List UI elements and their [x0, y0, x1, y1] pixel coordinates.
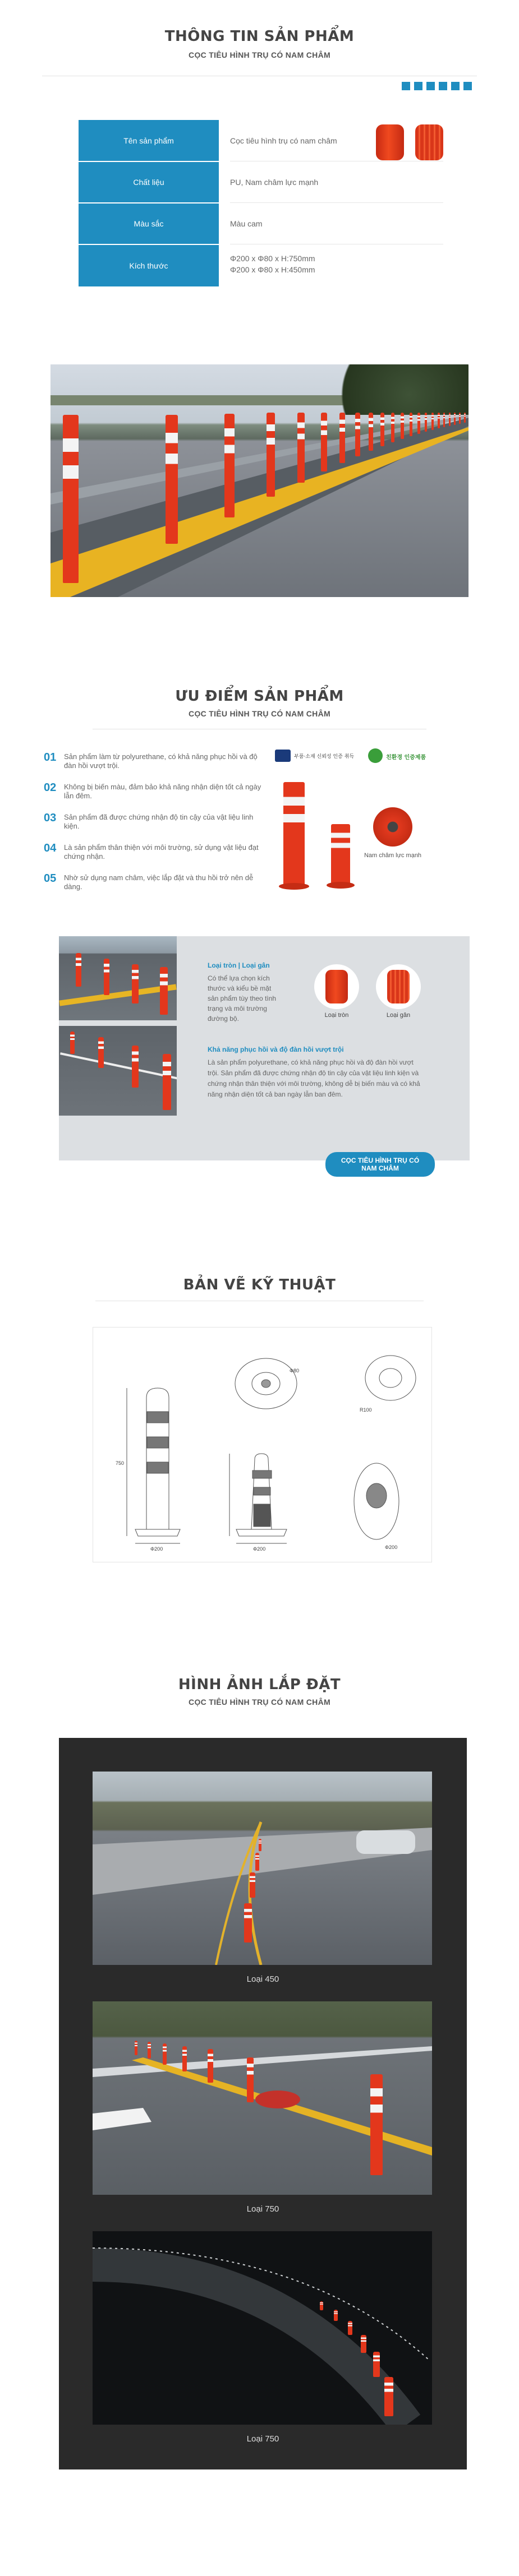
install-caption: Loại 450	[246, 1974, 279, 1984]
technical-drawing	[93, 1327, 432, 1562]
section-subtitle: CỌC TIÊU HÌNH TRỤ CÓ NAM CHÂM	[189, 50, 330, 59]
spec-label-size: Kích thước	[79, 244, 219, 286]
decorative-squares	[402, 82, 472, 90]
dim-height-750: 750	[116, 1460, 125, 1466]
cert-label-1: 부품·소재 신뢰성 인증 취득	[294, 754, 355, 760]
advantage-text: Nhờ sử dụng nam châm, việc lắp đặt và thu hồi trở nên dễ dàng.	[64, 873, 254, 891]
install-caption: Loại 750	[246, 2434, 279, 2444]
section-title-product-info: THÔNG TIN SẢN PHẨM	[164, 28, 355, 45]
spec-value-material: PU, Nam châm lực mạnh	[230, 177, 319, 187]
spec-size-450: Φ200 x Φ80 x H:450mm	[230, 265, 315, 274]
section-title-install: HÌNH ẢNH LẮP ĐẶT	[178, 1676, 341, 1693]
advantage-text: Sản phẩm đã được chứng nhận độ tin cậy của vật liệu linh kiện.	[64, 813, 254, 830]
install-gallery	[59, 1738, 467, 2469]
advantage-text: Là sản phẩm thân thiện với môi trường, sử dụng vật liệu đạt chứng nhận.	[64, 843, 259, 861]
feature-text-types: Có thể lựa chọn kích thước và kiểu bề mặt sản phẩm tùy theo tình trạng và môi trường đường bộ.	[208, 974, 277, 1023]
dim-base-200: Φ200	[150, 1546, 163, 1552]
technical-drawing-svg	[93, 1328, 433, 1563]
feature-heading-elasticity: Khả năng phục hồi và độ đàn hồi vượt trội	[208, 1046, 344, 1053]
advantage-text: Sản phẩm làm từ polyurethane, có khả năng phục hồi và độ đàn hồi vượt trội.	[64, 752, 258, 770]
advantage-number: 02	[44, 781, 57, 794]
section-title-advantages: ƯU ĐIỂM SẢN PHẨM	[175, 688, 344, 705]
feature-heading-types: Loại tròn | Loại gân	[208, 961, 270, 969]
dim-base-200-b: Φ200	[253, 1546, 266, 1552]
certification-logos	[275, 747, 432, 764]
dim-top-80: Φ80	[290, 1368, 300, 1373]
spec-label-name: Tên sản phẩm	[79, 120, 219, 161]
eco-cert-icon	[368, 748, 383, 763]
section-title-drawing: BẢN VẼ KỸ THUẬT	[183, 1277, 336, 1293]
product-link-button[interactable]: CỌC TIÊU HÌNH TRỤ CÓ NAM CHÂM	[325, 1152, 435, 1177]
spec-label-color: Màu sắc	[79, 203, 219, 244]
post-750-image	[283, 782, 305, 889]
spec-value-name: Cọc tiêu hình trụ có nam châm	[230, 136, 337, 145]
advantage-number: 01	[44, 751, 57, 764]
spec-value-color: Màu cam	[230, 219, 263, 228]
install-caption: Loại 750	[246, 2204, 279, 2214]
cert-badge-icon	[275, 750, 291, 762]
install-photo-750	[93, 2001, 432, 2195]
advantage-number: 04	[44, 842, 57, 854]
roadside-posts-photo	[50, 364, 469, 597]
section-subtitle: CỌC TIÊU HÌNH TRỤ CÓ NAM CHÂM	[189, 1698, 330, 1706]
ribbed-type-image	[376, 964, 421, 1009]
advantage-number: 05	[44, 872, 57, 885]
round-type-image	[314, 964, 359, 1009]
install-photo-450	[93, 1772, 432, 1965]
ribbed-type-label: Loại gân	[386, 1012, 411, 1019]
dim-oval: Φ200	[385, 1544, 398, 1550]
cert-label-2: 친환경 인증제품	[386, 755, 426, 761]
spec-size-750: Φ200 x Φ80 x H:750mm	[230, 254, 315, 263]
spec-value-size	[230, 253, 315, 275]
round-type-label: Loại tròn	[324, 1012, 349, 1019]
install-photo-750-night	[93, 2231, 432, 2425]
feature-panel	[59, 936, 470, 1172]
post-top-image-round	[376, 124, 404, 160]
feature-text-elasticity: Là sản phẩm polyurethane, có khả năng phục hồi và độ đàn hồi vượt trội. Sản phẩm đã được chứng nhận độ tin cậy của vật liệu linh kiện và chứng nhận thân thiện với môi trường, không dễ bị biến màu và có khả năng nhận diện tốt cả ban ngày lẫn ban đêm.	[208, 1058, 420, 1098]
magnet-base-image	[373, 807, 412, 847]
post-450-image	[331, 824, 350, 887]
spec-label-material: Chất liệu	[79, 161, 219, 202]
feature-photo-1	[59, 936, 177, 1020]
section-subtitle: CỌC TIÊU HÌNH TRỤ CÓ NAM CHÂM	[189, 709, 330, 718]
feature-photo-2	[59, 1026, 177, 1116]
magnet-caption: Nam châm lực mạnh	[364, 852, 422, 859]
advantage-number: 03	[44, 812, 57, 824]
post-top-image-ribbed	[415, 124, 443, 160]
dim-radius: R100	[360, 1407, 372, 1413]
advantage-text: Không bị biến màu, đảm bảo khả năng nhận diện tốt cả ngày lẫn đêm.	[64, 783, 261, 800]
